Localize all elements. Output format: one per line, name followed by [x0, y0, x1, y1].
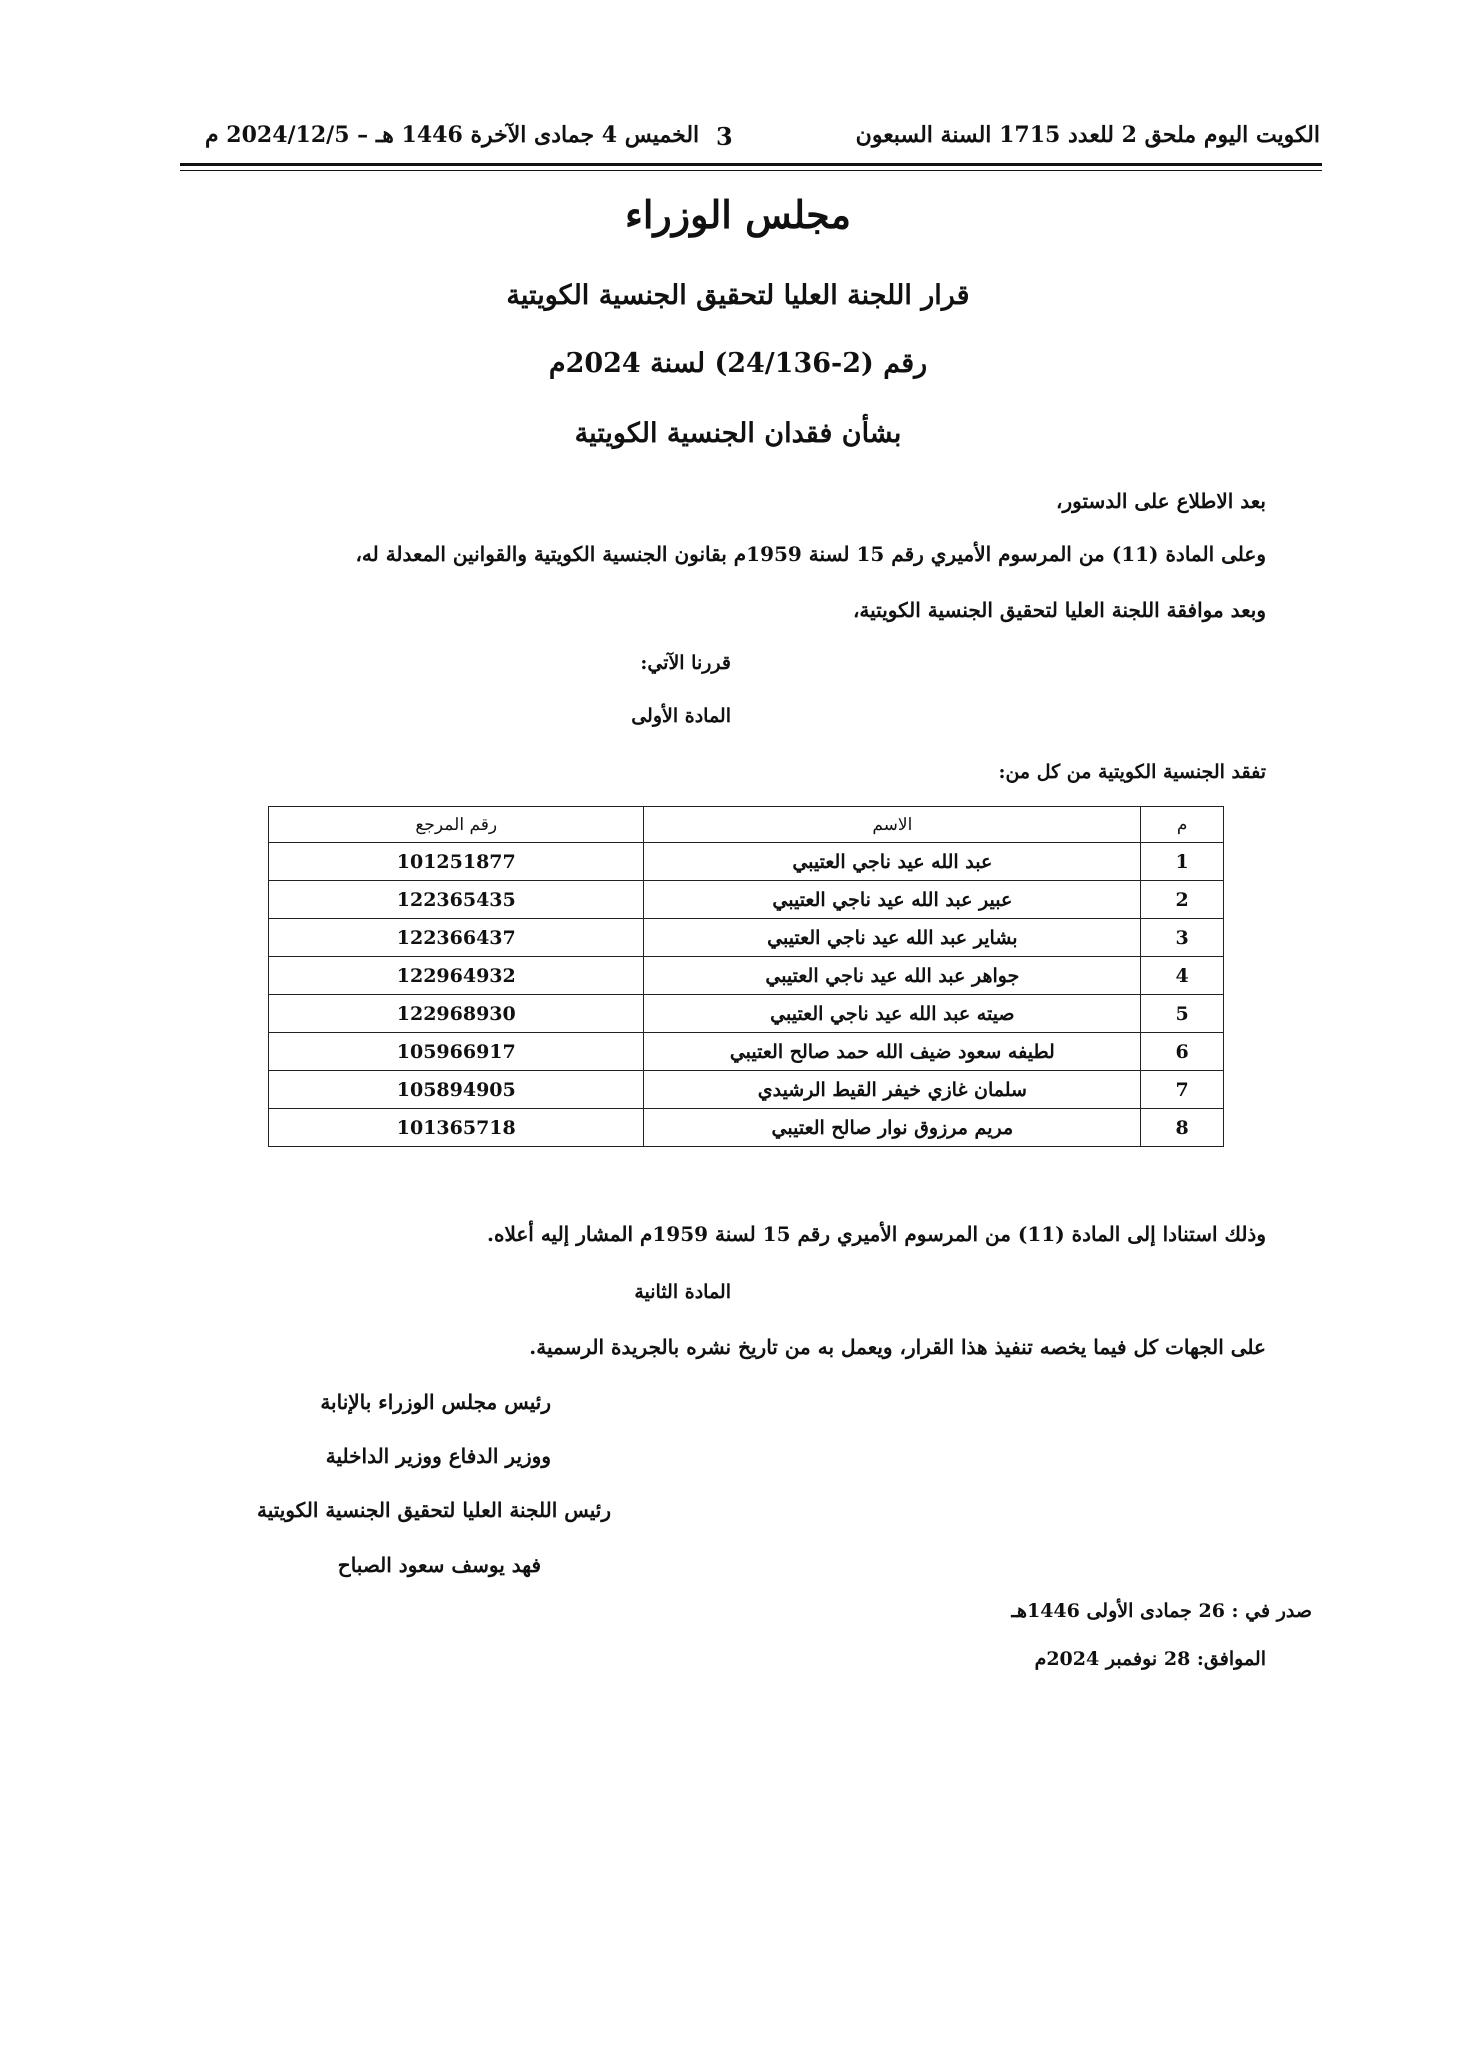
signature-title-3: رئيس اللجنة العليا لتحقيق الجنسية الكويتية — [256, 1498, 611, 1522]
column-header-name: الاسم — [644, 807, 1141, 843]
row-reference: 101365718 — [269, 1109, 644, 1147]
preamble-line-1: بعد الاطلاع على الدستور، — [1056, 489, 1266, 513]
header-publication: الكويت اليوم ملحق 2 للعدد 1715 السنة السبعون — [855, 122, 1320, 148]
article-2-heading: المادة الثانية — [634, 1281, 731, 1303]
row-index: 3 — [1141, 919, 1224, 957]
row-name: صيته عبد الله عيد ناجي العتيبي — [644, 995, 1141, 1033]
row-name: عبير عبد الله عيد ناجي العتيبي — [644, 881, 1141, 919]
row-index: 7 — [1141, 1071, 1224, 1109]
table-row — [269, 995, 1224, 1033]
row-index: 4 — [1141, 957, 1224, 995]
preamble-line-3: وبعد موافقة اللجنة العليا لتحقيق الجنسية الكويتية، — [852, 598, 1266, 622]
header-rule-thin — [180, 170, 1322, 171]
decision-title: قرار اللجنة العليا لتحقيق الجنسية الكويتية — [506, 280, 970, 311]
row-index: 2 — [1141, 881, 1224, 919]
table-row — [269, 919, 1224, 957]
row-index: 6 — [1141, 1033, 1224, 1071]
table-header-row — [269, 807, 1224, 843]
decision-subject: بشأن فقدان الجنسية الكويتية — [574, 418, 902, 449]
preamble-line-2: وعلى المادة (11) من المرسوم الأميري رقم 15 لسنة 1959م بقانون الجنسية الكويتية والقوانين المعدلة له، — [355, 542, 1266, 566]
table-row — [269, 1071, 1224, 1109]
table-row — [269, 1109, 1224, 1147]
table-row — [269, 881, 1224, 919]
article-1-intro: تفقد الجنسية الكويتية من كل من: — [998, 761, 1266, 783]
row-index: 5 — [1141, 995, 1224, 1033]
row-reference: 101251877 — [269, 843, 644, 881]
column-header-index: م — [1141, 807, 1224, 843]
row-reference: 105966917 — [269, 1033, 644, 1071]
issue-date-hijri: صدر في : 26 جمادى الأولى 1446هـ — [1011, 1600, 1312, 1622]
table-row — [269, 843, 1224, 881]
signatory-name: فهد يوسف سعود الصباح — [337, 1553, 541, 1577]
decision-number: رقم (2-24/136) لسنة 2024م — [548, 348, 928, 379]
row-name: بشاير عبد الله عيد ناجي العتيبي — [644, 919, 1141, 957]
row-reference: 122964932 — [269, 957, 644, 995]
header-rule-thick — [180, 163, 1322, 166]
row-index: 1 — [1141, 843, 1224, 881]
row-index: 8 — [1141, 1109, 1224, 1147]
row-name: مريم مرزوق نوار صالح العتيبي — [644, 1109, 1141, 1147]
row-name: لطيفه سعود ضيف الله حمد صالح العتيبي — [644, 1033, 1141, 1071]
legal-basis: وذلك استنادا إلى المادة (11) من المرسوم الأميري رقم 15 لسنة 1959م المشار إليه أعلاه. — [487, 1222, 1266, 1246]
row-reference: 122968930 — [269, 995, 644, 1033]
header-page-number: 3 — [716, 122, 733, 151]
issue-date-gregorian: الموافق: 28 نوفمبر 2024م — [1034, 1648, 1266, 1670]
row-name: عبد الله عيد ناجي العتيبي — [644, 843, 1141, 881]
article-1-heading: المادة الأولى — [631, 705, 731, 727]
row-name: سلمان غازي خيفر القيط الرشيدي — [644, 1071, 1141, 1109]
column-header-reference: رقم المرجع — [269, 807, 644, 843]
article-2-text: على الجهات كل فيما يخصه تنفيذ هذا القرار، ويعمل به من تاريخ نشره بالجريدة الرسمية. — [529, 1335, 1266, 1359]
row-reference: 122366437 — [269, 919, 644, 957]
header-date: الخميس 4 جمادى الآخرة 1446 هـ – 2024/12/5 م — [205, 122, 700, 148]
table-row — [269, 1033, 1224, 1071]
signature-title-2: ووزير الدفاع ووزير الداخلية — [325, 1444, 551, 1468]
table-row — [269, 957, 1224, 995]
page-title: مجلس الوزراء — [624, 192, 852, 237]
signature-title-1: رئيس مجلس الوزراء بالإنابة — [320, 1390, 551, 1414]
decided-label: قررنا الآتي: — [640, 652, 731, 674]
row-name: جواهر عبد الله عيد ناجي العتيبي — [644, 957, 1141, 995]
names-table — [268, 806, 1224, 1147]
row-reference: 122365435 — [269, 881, 644, 919]
row-reference: 105894905 — [269, 1071, 644, 1109]
